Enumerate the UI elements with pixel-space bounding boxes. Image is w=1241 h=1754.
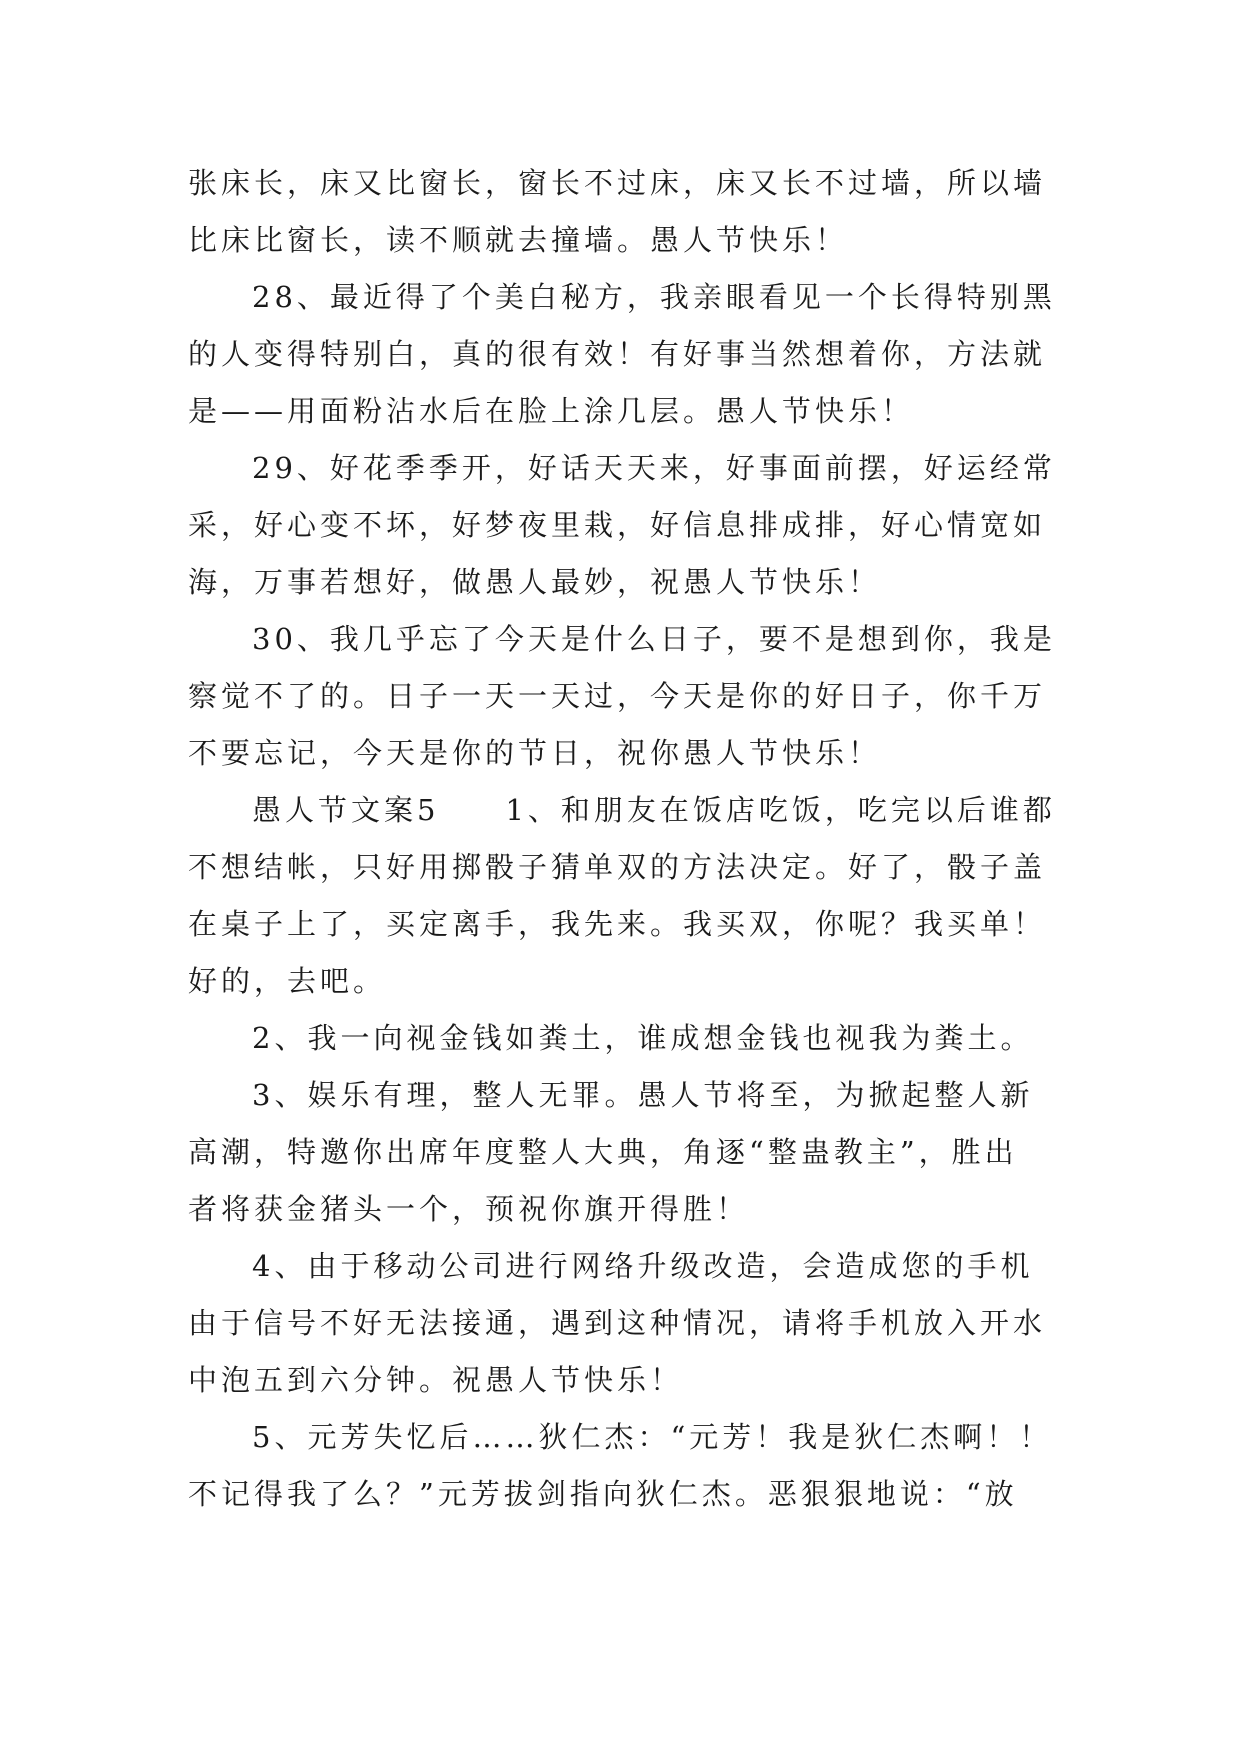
text-line: 的人变得特别白，真的很有效！有好事当然想着你，方法就	[188, 337, 1047, 371]
text-line: 海，万事若想好，做愚人最妙，祝愚人节快乐！	[188, 565, 882, 599]
text-line: 由于信号不好无法接通，遇到这种情况，请将手机放入开水	[188, 1306, 1047, 1340]
text-line: 不想结帐，只好用掷骰子猜单双的方法决定。好了，骰子盖	[188, 850, 1047, 884]
text-line: 4、由于移动公司进行网络升级改造，会造成您的手机	[252, 1249, 1034, 1283]
text-line: 是——用面粉沾水后在脸上涂几层。愚人节快乐！	[188, 394, 915, 428]
text-line: 不记得我了么？”元芳拔剑指向狄仁杰。恶狠狠地说：“放	[188, 1477, 1018, 1511]
text-line: 30、我几乎忘了今天是什么日子，要不是想到你，我是	[252, 622, 1056, 656]
text-line: 采，好心变不坏，好梦夜里栽，好信息排成排，好心情宽如	[188, 508, 1047, 542]
text-line: 者将获金猪头一个，预祝你旗开得胜！	[188, 1192, 750, 1226]
text-line: 中泡五到六分钟。祝愚人节快乐！	[188, 1363, 684, 1397]
text-line: 好的，去吧。	[188, 964, 387, 998]
text-line: 不要忘记，今天是你的节日，祝你愚人节快乐！	[188, 736, 882, 770]
text-line: 在桌子上了，买定离手，我先来。我买双，你呢？我买单！	[188, 907, 1047, 941]
text-line: 29、好花季季开，好话天天来，好事面前摆，好运经常	[252, 451, 1056, 485]
text-line: 愚人节文案5 1、和朋友在饭店吃饭，吃完以后谁都	[252, 793, 1056, 827]
text-line: 比床比窗长，读不顺就去撞墙。愚人节快乐！	[188, 223, 849, 257]
text-line: 张床长，床又比窗长，窗长不过床，床又长不过墙，所以墙	[188, 166, 1047, 200]
text-line: 3、娱乐有理，整人无罪。愚人节将至，为掀起整人新	[252, 1078, 1034, 1112]
text-line: 28、最近得了个美白秘方，我亲眼看见一个长得特别黑	[252, 280, 1056, 314]
text-line: 高潮，特邀你出席年度整人大典，角逐“整蛊教主”，胜出	[188, 1135, 1018, 1169]
text-line: 察觉不了的。日子一天一天过，今天是你的好日子，你千万	[188, 679, 1047, 713]
text-line: 2、我一向视金钱如粪土，谁成想金钱也视我为粪土。	[252, 1021, 1034, 1055]
text-line: 5、元芳失忆后……狄仁杰：“元芳！我是狄仁杰啊！！	[252, 1420, 1053, 1454]
